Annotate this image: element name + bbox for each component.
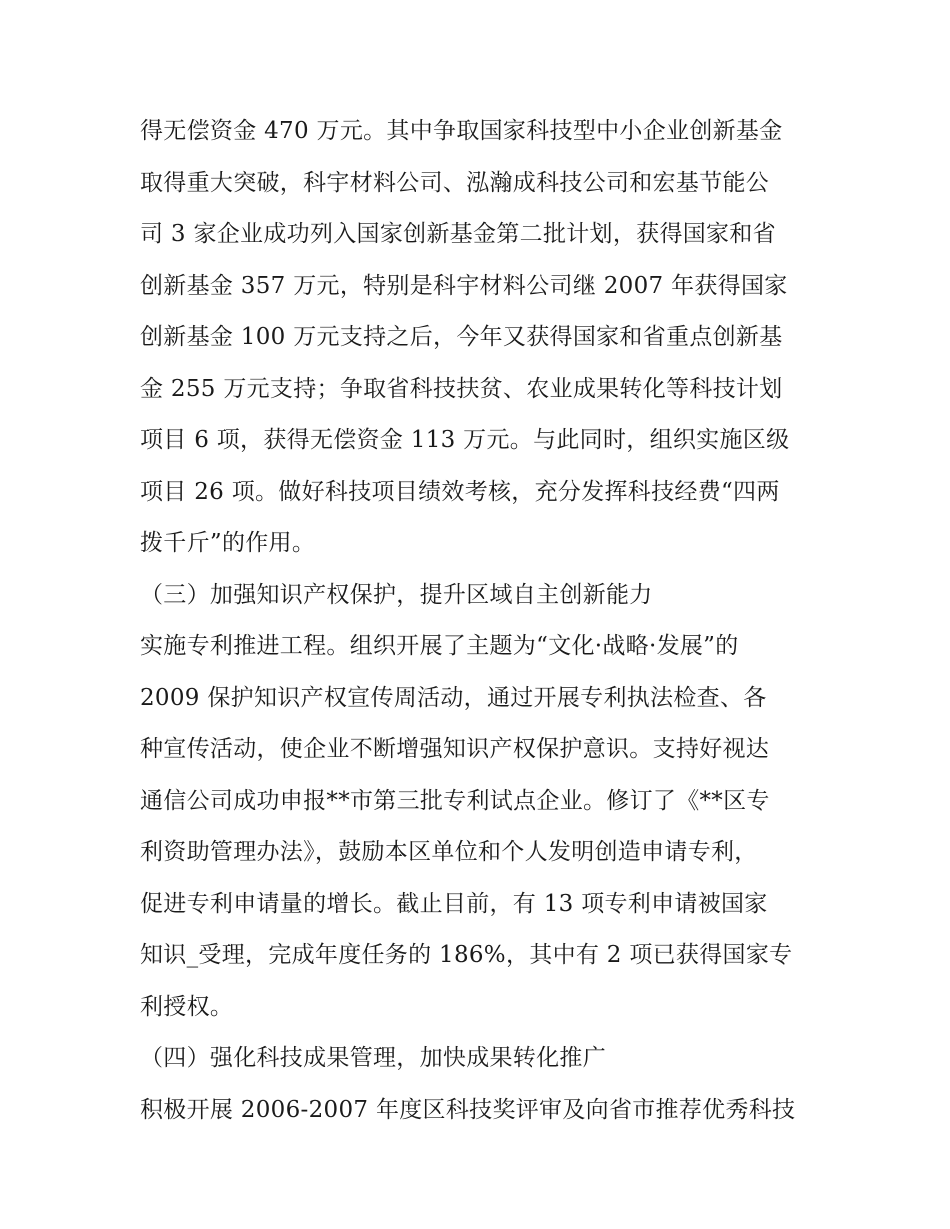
text-line: 知识_受理，完成年度任务的 186%，其中有 2 项已获得国家专 <box>140 942 793 968</box>
text-line: 项目 6 项，获得无偿资金 113 万元。与此同时，组织实施区级 <box>140 427 790 453</box>
text-line: 通信公司成功申报**市第三批专利试点企业。修订了《**区专 <box>140 787 770 814</box>
text-line: 2009 保护知识产权宣传周活动，通过开展专利执法检查、各 <box>140 684 767 711</box>
text-line: 创新基金 357 万元，特别是科宇材料公司继 2007 年获得国家 <box>140 272 788 299</box>
text-line: 利授权。 <box>140 993 234 1020</box>
text-line: 得无偿资金 470 万元。其中争取国家科技型中小企业创新基金 <box>140 118 783 144</box>
text-line: 种宣传活动，使企业不断增强知识产权保护意识。支持好视达 <box>140 736 770 762</box>
text-line: 促进专利申请量的增长。截止目前，有 13 项专利申请被国家 <box>140 890 768 917</box>
text-line: 取得重大突破，科宇材料公司、泓瀚成科技公司和宏基节能公 <box>140 169 770 196</box>
text-line: 司 3 家企业成功列入国家创新基金第二批计划，获得国家和省 <box>140 221 776 247</box>
section-heading: （四）强化科技成果管理，加快成果转化推广 <box>140 1045 606 1071</box>
text-line: 利资助管理办法》，鼓励本区单位和个人发明创造申请专利， <box>140 839 758 865</box>
text-line: 积极开展 2006-2007 年度区科技奖评审及向省市推荐优秀科技 <box>140 1096 796 1123</box>
text-line: 创新基金 100 万元支持之后，今年又获得国家和省重点创新基 <box>140 324 783 350</box>
text-line: 实施专利推进工程。组织开展了主题为“文化·战略·发展”的 <box>140 633 739 659</box>
section-heading: （三）加强知识产权保护，提升区域自主创新能力 <box>140 581 653 608</box>
text-line: 金 255 万元支持；争取省科技扶贫、农业成果转化等科技计划 <box>140 375 783 402</box>
text-line: 项目 26 项。做好科技项目绩效考核，充分发挥科技经费“四两 <box>140 478 780 505</box>
body-text <box>140 106 820 1136</box>
text-line: 拨千斤”的作用。 <box>140 530 316 556</box>
